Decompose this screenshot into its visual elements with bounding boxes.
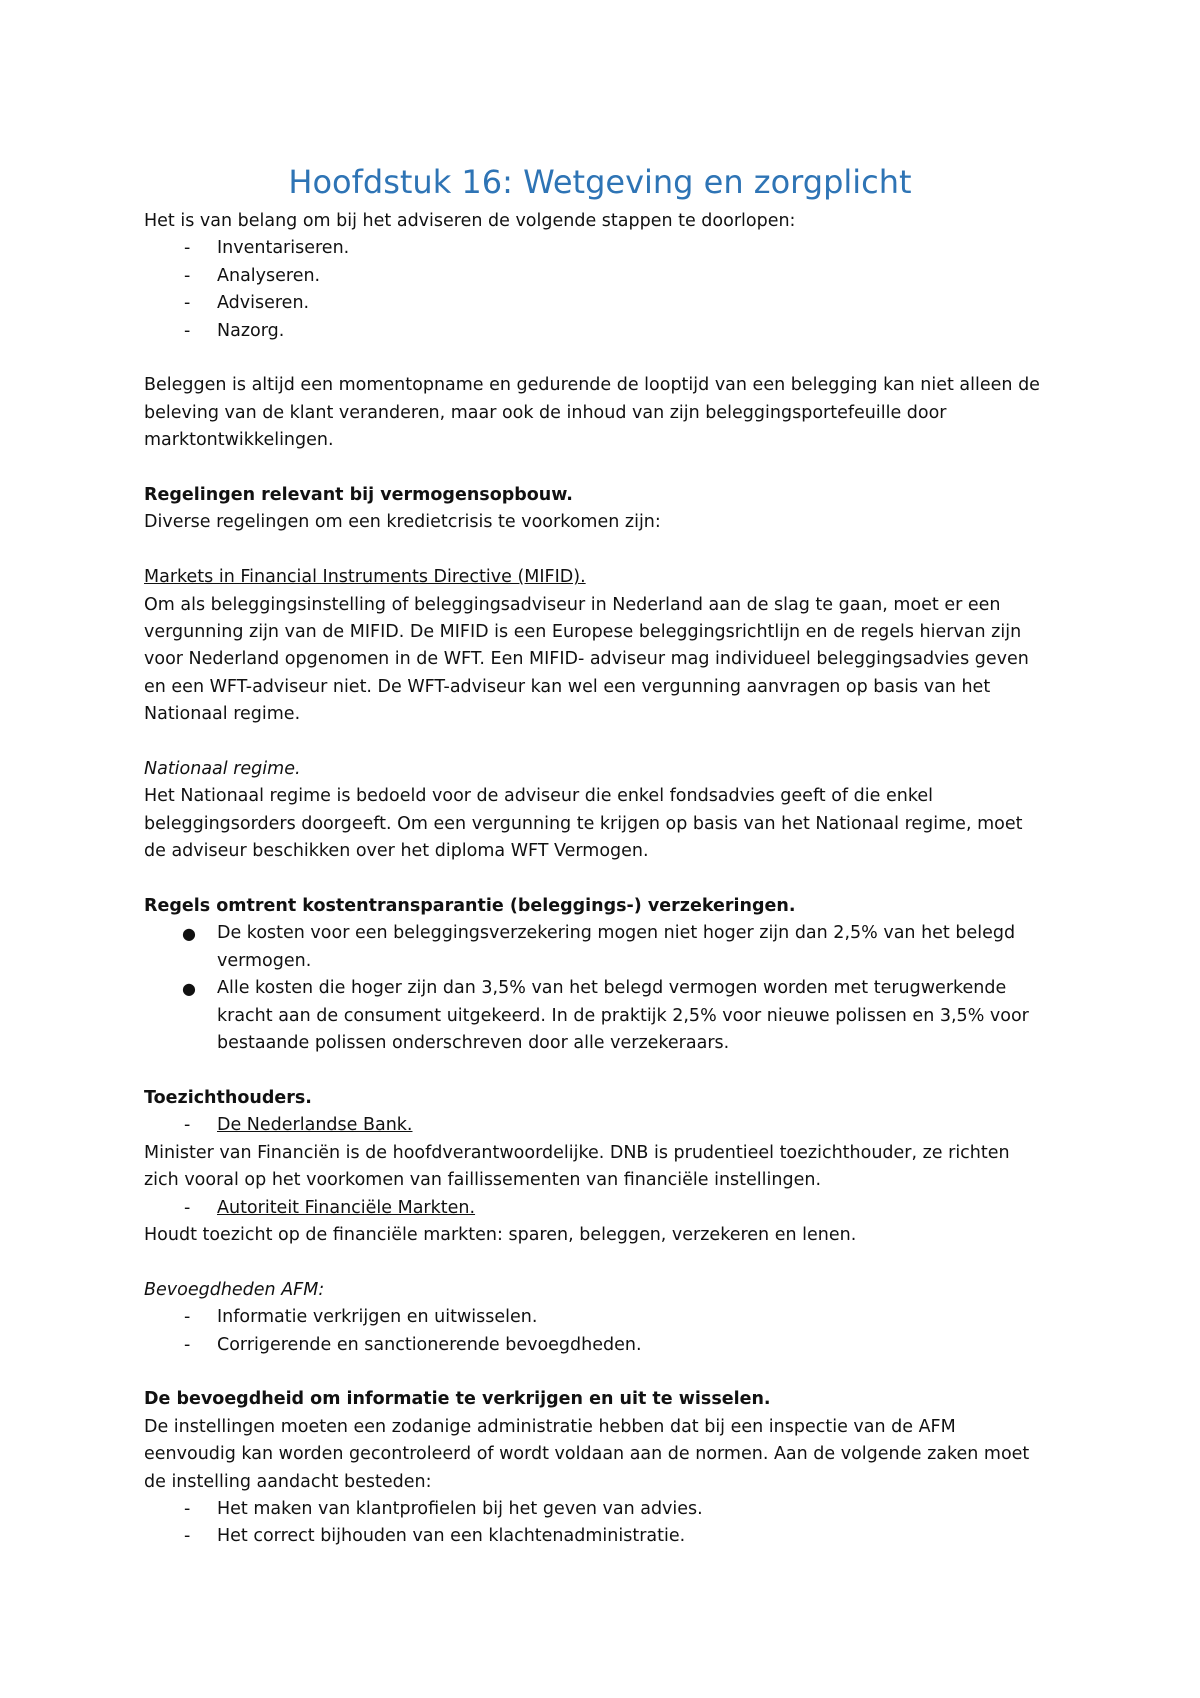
paragraph-line: Diverse regelingen om een kredietcrisis te voorkomen zijn:	[144, 512, 661, 533]
paragraph-line: vergunning zijn van de MIFID. De MIFID is een Europese beleggingsrichtlijn en de regels hiervan zijn	[144, 622, 1022, 643]
bullet-item: ● De kosten voor een beleggingsverzekering mogen niet hoger zijn dan 2,5% van het belegd vermogen.	[144, 920, 1064, 975]
paragraph-line: Houdt toezicht op de financiële markten: sparen, beleggen, verzekeren en lenen.	[144, 1224, 857, 1245]
subheading-mifid: Markets in Financial Instruments Directive (MIFID).	[144, 567, 586, 588]
bullet-item: ● Alle kosten die hoger zijn dan 3,5% van het belegd vermogen worden met terugwerkende kracht aan de consument uitgekeerd. In de praktijk 2,5% voor nieuwe polissen en 3,5% voor bestaande polissen onderschreven door alle verzekeraars.	[144, 975, 1064, 1057]
paragraph-line: de instelling aandacht besteden:	[144, 1471, 432, 1492]
list-item: - Corrigerende en sanctionerende bevoegdheden.	[144, 1332, 1064, 1359]
paragraph-line: zich vooral op het voorkomen van faillissementen van financiële instellingen.	[144, 1170, 822, 1191]
bullet-marker: ●	[182, 979, 196, 999]
list-item: - Adviseren.	[144, 290, 1064, 317]
list-item: - Het maken van klantprofielen bij het geven van advies.	[144, 1496, 1064, 1523]
paragraph-line: Minister van Financiën is de hoofdverantwoordelijke. DNB is prudentieel toezichthouder, ze richten	[144, 1142, 1010, 1163]
list-item: - Inventariseren.	[144, 235, 1064, 262]
dash-marker: -	[184, 320, 191, 341]
subheading-nationaal: Nationaal regime.	[144, 759, 301, 780]
list-item: - Analyseren.	[144, 263, 1064, 290]
list-item: - Het correct bijhouden van een klachtenadministratie.	[144, 1523, 1064, 1550]
list-item: - De Nederlandse Bank.	[144, 1112, 1064, 1139]
paragraph-line: beleving van de klant veranderen, maar ook de inhoud van zijn beleggingsportefeuille door	[144, 402, 947, 423]
section-heading: De bevoegdheid om informatie te verkrijgen en uit te wisselen.	[144, 1389, 771, 1410]
dash-marker: -	[184, 265, 191, 286]
bullet-marker: ●	[182, 924, 196, 944]
section-heading: Toezichthouders.	[144, 1087, 312, 1108]
paragraph-line: eenvoudig kan worden gecontroleerd of wordt voldaan aan de normen. Aan de volgende zaken moet	[144, 1444, 1030, 1465]
dash-marker: -	[184, 1197, 191, 1218]
section-heading: Regelingen relevant bij vermogensopbouw.	[144, 485, 573, 506]
paragraph-line: marktontwikkelingen.	[144, 430, 334, 451]
dash-marker: -	[184, 1307, 191, 1328]
dash-marker: -	[184, 1498, 191, 1519]
intro-text: Het is van belang om bij het adviseren de volgende stappen te doorlopen:	[144, 211, 796, 231]
document-body	[144, 208, 1064, 1551]
paragraph-line: Nationaal regime.	[144, 704, 301, 725]
paragraph-line: en een WFT-adviseur niet. De WFT-adviseur kan wel een vergunning aanvragen op basis van het	[144, 676, 991, 697]
paragraph-line: Om als beleggingsinstelling of beleggingsadviseur in Nederland aan de slag te gaan, moet er een	[144, 594, 1001, 615]
subheading-bevoegdheden: Bevoegdheden AFM:	[144, 1279, 325, 1300]
paragraph-line: voor Nederland opgenomen in de WFT. Een MIFID- adviseur mag individueel beleggingsadvies geven	[144, 649, 1029, 670]
list-item: - Autoriteit Financiële Markten.	[144, 1195, 1064, 1222]
dash-marker: -	[184, 1115, 191, 1136]
list-item: - Nazorg.	[144, 318, 1064, 345]
paragraph-line: De instellingen moeten een zodanige administratie hebben dat bij een inspectie van de AFM	[144, 1416, 956, 1437]
paragraph-line: Beleggen is altijd een momentopname en gedurende de looptijd van een belegging kan niet alleen de	[144, 375, 1040, 396]
paragraph-line: de adviseur beschikken over het diploma WFT Vermogen.	[144, 841, 649, 862]
dash-marker: -	[184, 293, 191, 314]
page-title: Hoofdstuk 16: Wetgeving en zorgplicht	[288, 163, 912, 201]
section-heading: Regels omtrent kostentransparantie (beleggings-) verzekeringen.	[144, 896, 796, 917]
paragraph-line: beleggingsorders doorgeeft. Om een vergunning te krijgen op basis van het Nationaal regime, moet	[144, 813, 1023, 834]
list-item: - Informatie verkrijgen en uitwisselen.	[144, 1304, 1064, 1331]
dash-marker: -	[184, 1334, 191, 1355]
dash-marker: -	[184, 1526, 191, 1547]
dash-marker: -	[184, 238, 191, 259]
paragraph-line: Het Nationaal regime is bedoeld voor de adviseur die enkel fondsadvies geeft of die enkel	[144, 786, 933, 807]
